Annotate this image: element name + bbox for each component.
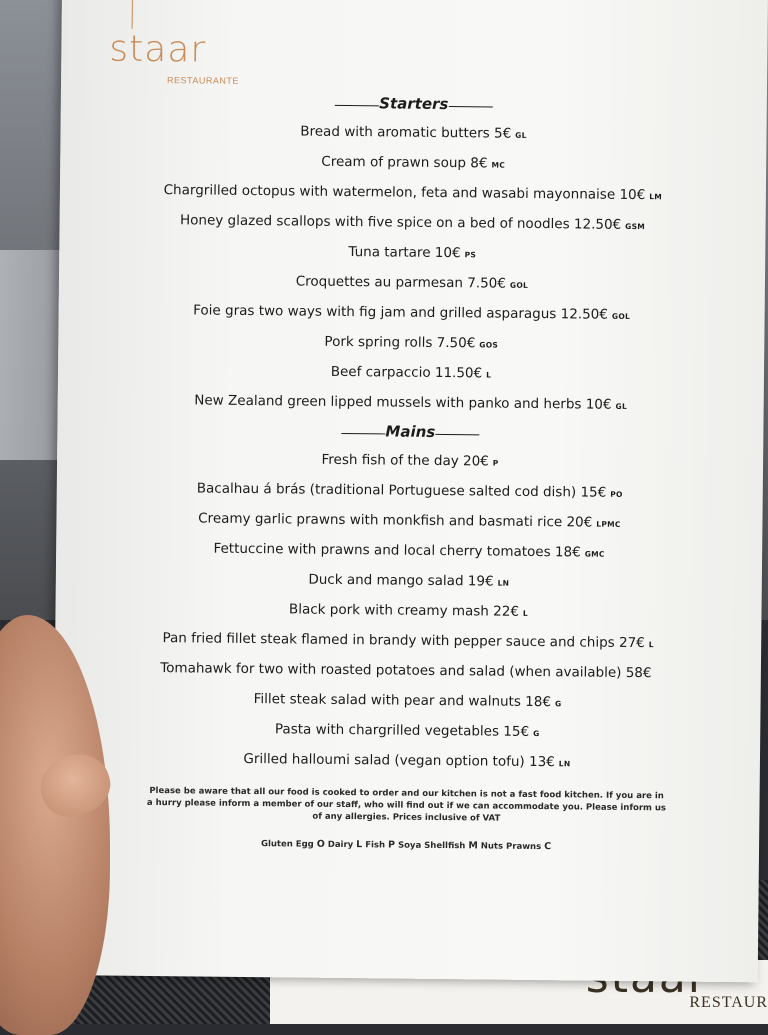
- allergen-code: PO: [610, 490, 623, 499]
- allergen-code: L: [649, 640, 654, 649]
- menu-item-text: Fettuccine with prawns and local cherry tomatoes 18€: [213, 541, 580, 561]
- menu-item-text: Fresh fish of the day 20€: [321, 452, 488, 470]
- allergen-code: LM: [649, 192, 662, 201]
- heading-rule-right: [435, 434, 479, 435]
- logo-divider: [132, 0, 133, 29]
- legend-key: P: [388, 839, 395, 850]
- menu-item-text: Black pork with creamy mash 22€: [289, 601, 519, 619]
- allergen-code: MC: [491, 161, 505, 170]
- legend-label: Nuts: [481, 841, 503, 851]
- menu-item-text: Pork spring rolls 7.50€: [324, 334, 475, 352]
- legend-label: Prawns: [506, 842, 541, 852]
- allergen-code: GMC: [585, 550, 605, 559]
- menu-item-text: Pasta with chargrilled vegetables 15€: [275, 721, 529, 740]
- kitchen-notice: Please be aware that all our food is cooked to order and our kitchen is not a fast food kitchen. If you are in a hurry please inform a member of our staff, who will find out if we can accommodate you. Please inform us of any allergies. Prices inclusive of VAT: [146, 785, 666, 826]
- menu-item-text: Beef carpaccio 11.50€: [331, 364, 483, 382]
- menu-item-text: Grilled halloumi salad (vegan option tofu) 13€: [243, 751, 555, 770]
- allergen-code: GOL: [612, 312, 630, 321]
- allergen-code: G: [533, 729, 540, 738]
- menu-item-text: New Zealand green lipped mussels with panko and herbs 10€: [194, 392, 611, 412]
- legend-label: Dairy: [328, 840, 354, 850]
- menu-item-text: Bacalhau á brás (traditional Portuguese salted cod dish) 15€: [197, 480, 607, 500]
- legend-key: L: [356, 839, 362, 850]
- heading-rule-right: [448, 106, 492, 107]
- heading-rule-left: [335, 105, 379, 106]
- restaurant-logo-subtitle: RESTAURANTE: [167, 75, 239, 86]
- legend-key: C: [544, 841, 551, 852]
- menu-content: [53, 86, 767, 854]
- starters-list: [58, 114, 767, 421]
- allergen-code: LPMC: [596, 520, 621, 529]
- legend-label: Fish: [365, 840, 385, 850]
- allergen-code: GL: [615, 402, 627, 411]
- allergen-code: P: [493, 459, 499, 468]
- allergen-code: GOL: [510, 281, 528, 290]
- menu-item-text: Foie gras two ways with fig jam and grilled asparagus 12.50€: [193, 302, 608, 322]
- menu-item-text: Croquettes au parmesan 7.50€: [296, 273, 506, 291]
- allergen-code: L: [486, 370, 491, 379]
- menu-item-text: Pan fried fillet steak flamed in brandy with pepper sauce and chips 27€: [162, 630, 644, 651]
- allergen-code: GSM: [625, 222, 645, 231]
- legend-label: Gluten: [261, 839, 293, 849]
- heading-rule-left: [341, 433, 385, 434]
- menu-item-text: Tuna tartare 10€: [348, 244, 460, 261]
- allergen-code: LN: [559, 759, 571, 768]
- menu-item-text: Fillet steak salad with pear and walnuts 18€: [254, 691, 551, 710]
- menu-item-text: Creamy garlic prawns with monkfish and basmati rice 20€: [198, 510, 592, 530]
- menu-paper: [52, 0, 768, 982]
- menu-item-text: Duck and mango salad 19€: [308, 572, 493, 590]
- menu-item: [54, 742, 760, 779]
- starters-title: Starters: [379, 94, 448, 113]
- legend-label: Shellfish: [424, 841, 465, 851]
- allergen-code: GL: [515, 131, 527, 140]
- allergen-legend: [53, 836, 759, 854]
- menu-item-text: Honey glazed scallops with five spice on a bed of noodles 12.50€: [180, 212, 621, 233]
- restaurant-logo: staar: [109, 29, 206, 71]
- legend-label: Soya: [398, 841, 421, 851]
- menu-item-text: Tomahawk for two with roasted potatoes and salad (when available) 58€: [160, 660, 651, 681]
- menu-item-text: Cream of prawn soup 8€: [321, 154, 487, 172]
- allergen-code: LN: [498, 579, 510, 588]
- mains-list: [54, 442, 763, 779]
- allergen-code: L: [523, 609, 528, 618]
- legend-label: Egg: [296, 839, 314, 849]
- background-card-subtitle: RESTAUR: [689, 994, 768, 1012]
- allergen-code: GOS: [479, 340, 498, 349]
- mains-title: Mains: [385, 422, 435, 441]
- allergen-code: PS: [465, 250, 477, 259]
- menu-item-text: Chargrilled octopus with watermelon, feta and wasabi mayonnaise 10€: [164, 182, 646, 203]
- legend-key: O: [317, 839, 325, 850]
- menu-item-text: Bread with aromatic butters 5€: [300, 124, 511, 142]
- legend-key: M: [468, 840, 478, 851]
- allergen-code: G: [555, 699, 562, 708]
